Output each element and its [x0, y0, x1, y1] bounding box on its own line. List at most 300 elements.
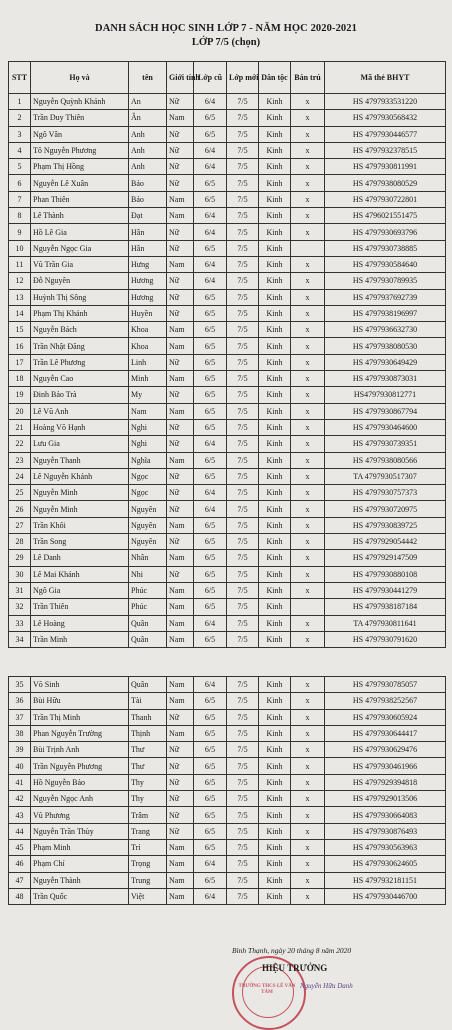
cell-stt: 44	[9, 823, 31, 839]
document-title: DANH SÁCH HỌC SINH LỚP 7 - NĂM HỌC 2020-2021	[95, 23, 357, 34]
cell-ban-tru: x	[291, 289, 325, 305]
cell-ma-the-bhyt: HS 4797933531220	[325, 94, 446, 110]
cell-ma-the-bhyt: HS 4797930629476	[325, 742, 446, 758]
cell-lop-moi: 7/5	[227, 566, 259, 582]
cell-ban-tru: x	[291, 338, 325, 354]
header-stt: STT	[9, 62, 31, 94]
cell-ma-the-bhyt: HS 4797930722801	[325, 191, 446, 207]
cell-dan-toc: Kinh	[259, 615, 291, 631]
cell-lop-moi: 7/5	[227, 94, 259, 110]
cell-gioi-tinh: Nữ	[167, 758, 194, 774]
cell-gioi-tinh: Nữ	[167, 807, 194, 823]
cell-lop-moi: 7/5	[227, 175, 259, 191]
cell-ho-va: Trần Nhật Đăng	[31, 338, 129, 354]
cell-lop-moi: 7/5	[227, 273, 259, 289]
cell-gioi-tinh: Nam	[167, 615, 194, 631]
cell-gioi-tinh: Nữ	[167, 305, 194, 321]
cell-lop-moi: 7/5	[227, 403, 259, 419]
table-row	[9, 240, 446, 256]
student-table	[8, 61, 446, 648]
cell-dan-toc: Kinh	[259, 501, 291, 517]
cell-gioi-tinh: Nữ	[167, 142, 194, 158]
table-row	[9, 191, 446, 207]
cell-lop-cu: 6/5	[194, 110, 227, 126]
cell-lop-cu: 6/4	[194, 142, 227, 158]
table-row	[9, 224, 446, 240]
cell-dan-toc: Kinh	[259, 142, 291, 158]
cell-ten: Hân	[129, 240, 167, 256]
cell-ten: Việt	[129, 888, 167, 904]
cell-ten: Bảo	[129, 191, 167, 207]
cell-dan-toc: Kinh	[259, 224, 291, 240]
cell-lop-cu: 6/5	[194, 566, 227, 582]
cell-dan-toc: Kinh	[259, 240, 291, 256]
signer-name: Nguyễn Hữu Danh	[300, 982, 353, 990]
cell-ma-the-bhyt: HS 4797930664083	[325, 807, 446, 823]
cell-stt: 40	[9, 758, 31, 774]
cell-ban-tru: x	[291, 888, 325, 904]
cell-stt: 37	[9, 709, 31, 725]
cell-lop-cu: 6/4	[194, 256, 227, 272]
cell-dan-toc: Kinh	[259, 872, 291, 888]
cell-ma-the-bhyt: HS 4797930839725	[325, 517, 446, 533]
cell-gioi-tinh: Nữ	[167, 742, 194, 758]
cell-ban-tru: x	[291, 566, 325, 582]
cell-ten: Ân	[129, 110, 167, 126]
cell-lop-moi: 7/5	[227, 305, 259, 321]
cell-dan-toc: Kinh	[259, 582, 291, 598]
table-row	[9, 566, 446, 582]
cell-ho-va: Huỳnh Thị Sông	[31, 289, 129, 305]
cell-dan-toc: Kinh	[259, 305, 291, 321]
cell-lop-moi: 7/5	[227, 774, 259, 790]
cell-ban-tru: x	[291, 856, 325, 872]
cell-stt: 19	[9, 387, 31, 403]
cell-stt: 20	[9, 403, 31, 419]
cell-stt: 31	[9, 582, 31, 598]
cell-ho-va: Nguyễn Minh	[31, 501, 129, 517]
cell-stt: 43	[9, 807, 31, 823]
cell-lop-moi: 7/5	[227, 872, 259, 888]
cell-lop-cu: 6/5	[194, 175, 227, 191]
cell-ban-tru: x	[291, 208, 325, 224]
cell-ban-tru: x	[291, 452, 325, 468]
cell-lop-cu: 6/4	[194, 501, 227, 517]
header-ten: tên	[129, 62, 167, 94]
cell-ma-the-bhyt: HS 4797930568432	[325, 110, 446, 126]
cell-gioi-tinh: Nữ	[167, 159, 194, 175]
cell-ten: Trí	[129, 839, 167, 855]
cell-lop-moi: 7/5	[227, 126, 259, 142]
header-lop-moi: Lớp mới	[227, 62, 259, 94]
cell-stt: 34	[9, 631, 31, 647]
cell-stt: 32	[9, 599, 31, 615]
cell-lop-cu: 6/5	[194, 807, 227, 823]
cell-ma-the-bhyt: HS 4797938080529	[325, 175, 446, 191]
cell-ma-the-bhyt: HS 4797930873031	[325, 371, 446, 387]
cell-stt: 48	[9, 888, 31, 904]
cell-ho-va: Nguyễn Ngọc Gia	[31, 240, 129, 256]
cell-lop-moi: 7/5	[227, 485, 259, 501]
cell-ho-va: Hồ Lê Gia	[31, 224, 129, 240]
table-row	[9, 599, 446, 615]
cell-ten: Quân	[129, 677, 167, 693]
table-row	[9, 436, 446, 452]
table-row	[9, 807, 446, 823]
cell-dan-toc: Kinh	[259, 436, 291, 452]
table-row	[9, 823, 446, 839]
cell-gioi-tinh: Nam	[167, 517, 194, 533]
cell-ban-tru: x	[291, 159, 325, 175]
cell-ban-tru: x	[291, 403, 325, 419]
cell-stt: 47	[9, 872, 31, 888]
table-row	[9, 582, 446, 598]
cell-ho-va: Trần Nguyễn Phương	[31, 758, 129, 774]
cell-ho-va: Lê Mai Khánh	[31, 566, 129, 582]
cell-gioi-tinh: Nam	[167, 550, 194, 566]
cell-ten: Trang	[129, 823, 167, 839]
cell-stt: 33	[9, 615, 31, 631]
cell-dan-toc: Kinh	[259, 256, 291, 272]
cell-ho-va: Nguyễn Minh	[31, 485, 129, 501]
cell-gioi-tinh: Nam	[167, 110, 194, 126]
cell-gioi-tinh: Nam	[167, 191, 194, 207]
cell-ten: Hương	[129, 273, 167, 289]
cell-lop-moi: 7/5	[227, 452, 259, 468]
cell-ma-the-bhyt: HS 4797938080530	[325, 338, 446, 354]
cell-ho-va: Hồ Nguyễn Bảo	[31, 774, 129, 790]
cell-dan-toc: Kinh	[259, 468, 291, 484]
cell-stt: 7	[9, 191, 31, 207]
cell-lop-cu: 6/5	[194, 599, 227, 615]
cell-ho-va: Hoàng Võ Hạnh	[31, 419, 129, 435]
cell-ban-tru: x	[291, 791, 325, 807]
cell-ho-va: Nguyễn Lê Xuân	[31, 175, 129, 191]
cell-stt: 5	[9, 159, 31, 175]
table-row	[9, 256, 446, 272]
cell-ho-va: Phạm Thị Hồng	[31, 159, 129, 175]
cell-ban-tru: x	[291, 550, 325, 566]
cell-ten: Hưng	[129, 256, 167, 272]
cell-gioi-tinh: Nam	[167, 631, 194, 647]
cell-gioi-tinh: Nam	[167, 338, 194, 354]
table-row	[9, 289, 446, 305]
cell-lop-cu: 6/5	[194, 338, 227, 354]
cell-stt: 14	[9, 305, 31, 321]
cell-stt: 10	[9, 240, 31, 256]
cell-stt: 3	[9, 126, 31, 142]
header-ho-va: Họ và	[31, 62, 129, 94]
cell-stt: 29	[9, 550, 31, 566]
cell-lop-cu: 6/4	[194, 436, 227, 452]
cell-stt: 8	[9, 208, 31, 224]
cell-lop-cu: 6/5	[194, 774, 227, 790]
cell-ma-the-bhyt: HS 4797930446700	[325, 888, 446, 904]
cell-ten: Nghĩa	[129, 452, 167, 468]
cell-ho-va: Trần Duy Thiên	[31, 110, 129, 126]
cell-dan-toc: Kinh	[259, 419, 291, 435]
cell-lop-moi: 7/5	[227, 758, 259, 774]
cell-gioi-tinh: Nữ	[167, 823, 194, 839]
cell-ma-the-bhyt: HS 4797930867794	[325, 403, 446, 419]
cell-ban-tru: x	[291, 501, 325, 517]
cell-ten: Khoa	[129, 338, 167, 354]
table-row	[9, 94, 446, 110]
table-row	[9, 631, 446, 647]
cell-lop-cu: 6/5	[194, 517, 227, 533]
cell-lop-cu: 6/5	[194, 742, 227, 758]
cell-lop-moi: 7/5	[227, 142, 259, 158]
cell-ho-va: Đỗ Nguyên	[31, 273, 129, 289]
cell-ten: My	[129, 387, 167, 403]
cell-lop-cu: 6/5	[194, 403, 227, 419]
cell-lop-moi: 7/5	[227, 615, 259, 631]
cell-ho-va: Nguyễn Trần Thùy	[31, 823, 129, 839]
cell-ten: Linh	[129, 354, 167, 370]
table-row	[9, 354, 446, 370]
cell-ten: Phúc	[129, 599, 167, 615]
cell-dan-toc: Kinh	[259, 888, 291, 904]
cell-gioi-tinh: Nữ	[167, 419, 194, 435]
cell-lop-moi: 7/5	[227, 419, 259, 435]
cell-dan-toc: Kinh	[259, 273, 291, 289]
header-ban-tru: Bán trú	[291, 62, 325, 94]
cell-ten: Tài	[129, 693, 167, 709]
cell-ma-the-bhyt: HS 4797932378515	[325, 142, 446, 158]
cell-dan-toc: Kinh	[259, 159, 291, 175]
student-table-body	[9, 94, 446, 648]
cell-dan-toc: Kinh	[259, 550, 291, 566]
cell-stt: 12	[9, 273, 31, 289]
cell-lop-cu: 6/4	[194, 273, 227, 289]
cell-ho-va: Lê Danh	[31, 550, 129, 566]
cell-ho-va: Phan Thiên	[31, 191, 129, 207]
cell-dan-toc: Kinh	[259, 631, 291, 647]
cell-stt: 45	[9, 839, 31, 855]
cell-lop-cu: 6/5	[194, 452, 227, 468]
table-row	[9, 485, 446, 501]
table-row	[9, 110, 446, 126]
table-row	[9, 371, 446, 387]
cell-lop-moi: 7/5	[227, 289, 259, 305]
cell-lop-moi: 7/5	[227, 191, 259, 207]
cell-ban-tru: x	[291, 191, 325, 207]
cell-gioi-tinh: Nữ	[167, 224, 194, 240]
cell-stt: 2	[9, 110, 31, 126]
cell-dan-toc: Kinh	[259, 338, 291, 354]
cell-lop-cu: 6/4	[194, 615, 227, 631]
cell-stt: 36	[9, 693, 31, 709]
cell-gioi-tinh: Nam	[167, 856, 194, 872]
cell-lop-moi: 7/5	[227, 550, 259, 566]
cell-gioi-tinh: Nữ	[167, 485, 194, 501]
cell-ban-tru: x	[291, 677, 325, 693]
cell-ma-the-bhyt: HS 4797937692739	[325, 289, 446, 305]
cell-dan-toc: Kinh	[259, 191, 291, 207]
cell-stt: 39	[9, 742, 31, 758]
cell-ban-tru: x	[291, 774, 325, 790]
cell-lop-moi: 7/5	[227, 839, 259, 855]
cell-lop-moi: 7/5	[227, 582, 259, 598]
cell-gioi-tinh: Nam	[167, 582, 194, 598]
cell-ma-the-bhyt: HS 4797930880108	[325, 566, 446, 582]
cell-dan-toc: Kinh	[259, 403, 291, 419]
table-row	[9, 338, 446, 354]
cell-lop-cu: 6/5	[194, 468, 227, 484]
cell-stt: 26	[9, 501, 31, 517]
cell-dan-toc: Kinh	[259, 742, 291, 758]
cell-ho-va: Lê Hoàng	[31, 615, 129, 631]
cell-lop-moi: 7/5	[227, 709, 259, 725]
cell-ban-tru: x	[291, 273, 325, 289]
cell-lop-moi: 7/5	[227, 354, 259, 370]
cell-ban-tru: x	[291, 823, 325, 839]
cell-ten: Quân	[129, 615, 167, 631]
cell-ban-tru: x	[291, 725, 325, 741]
cell-ten: Quân	[129, 631, 167, 647]
cell-lop-cu: 6/5	[194, 631, 227, 647]
cell-gioi-tinh: Nam	[167, 256, 194, 272]
cell-stt: 4	[9, 142, 31, 158]
cell-gioi-tinh: Nữ	[167, 534, 194, 550]
cell-lop-moi: 7/5	[227, 436, 259, 452]
cell-lop-moi: 7/5	[227, 725, 259, 741]
cell-lop-cu: 6/5	[194, 823, 227, 839]
cell-ban-tru: x	[291, 175, 325, 191]
cell-ho-va: Nguyễn Thanh	[31, 452, 129, 468]
document-subtitle: LỚP 7/5 (chọn)	[191, 37, 261, 48]
cell-lop-cu: 6/5	[194, 289, 227, 305]
cell-lop-moi: 7/5	[227, 468, 259, 484]
cell-lop-moi: 7/5	[227, 791, 259, 807]
cell-ma-the-bhyt: HS 4797930464600	[325, 419, 446, 435]
cell-dan-toc: Kinh	[259, 677, 291, 693]
cell-lop-moi: 7/5	[227, 159, 259, 175]
cell-ten: Hương	[129, 289, 167, 305]
cell-lop-cu: 6/5	[194, 534, 227, 550]
cell-lop-cu: 6/5	[194, 371, 227, 387]
cell-gioi-tinh: Nữ	[167, 774, 194, 790]
cell-lop-moi: 7/5	[227, 631, 259, 647]
cell-ho-va: Trần Thị Minh	[31, 709, 129, 725]
cell-gioi-tinh: Nam	[167, 677, 194, 693]
cell-ten: Hân	[129, 224, 167, 240]
cell-lop-cu: 6/5	[194, 725, 227, 741]
cell-lop-cu: 6/5	[194, 839, 227, 855]
cell-ten: Ngọc	[129, 468, 167, 484]
table-row	[9, 387, 446, 403]
cell-stt: 24	[9, 468, 31, 484]
cell-ma-the-bhyt: TA 4797930517307	[325, 468, 446, 484]
cell-ho-va: Lê Vũ Anh	[31, 403, 129, 419]
cell-ban-tru: x	[291, 387, 325, 403]
student-table-continued	[8, 676, 446, 905]
header-lop-cu: Lớp cũ	[194, 62, 227, 94]
cell-lop-moi: 7/5	[227, 856, 259, 872]
header-dan-toc: Dân tộc	[259, 62, 291, 94]
table-row	[9, 468, 446, 484]
cell-gioi-tinh: Nam	[167, 872, 194, 888]
cell-dan-toc: Kinh	[259, 823, 291, 839]
cell-ten: Ngọc	[129, 485, 167, 501]
cell-ma-the-bhyt: HS 4797930563963	[325, 839, 446, 855]
cell-dan-toc: Kinh	[259, 791, 291, 807]
cell-lop-moi: 7/5	[227, 534, 259, 550]
cell-gioi-tinh: Nam	[167, 725, 194, 741]
cell-gioi-tinh: Nữ	[167, 501, 194, 517]
cell-gioi-tinh: Nam	[167, 452, 194, 468]
cell-ho-va: Lê Thành	[31, 208, 129, 224]
cell-ten: Phúc	[129, 582, 167, 598]
cell-ma-the-bhyt: HS 4797930738885	[325, 240, 446, 256]
cell-stt: 27	[9, 517, 31, 533]
cell-ho-va: Tô Nguyễn Phương	[31, 142, 129, 158]
cell-ma-the-bhyt: HS 4797930605924	[325, 709, 446, 725]
cell-lop-cu: 6/4	[194, 94, 227, 110]
cell-lop-moi: 7/5	[227, 256, 259, 272]
cell-gioi-tinh: Nam	[167, 322, 194, 338]
cell-ten: Trọng	[129, 856, 167, 872]
cell-ten: Nguyên	[129, 534, 167, 550]
cell-stt: 22	[9, 436, 31, 452]
table-row	[9, 693, 446, 709]
cell-lop-cu: 6/4	[194, 159, 227, 175]
cell-lop-cu: 6/5	[194, 240, 227, 256]
header-gioi-tinh: Giới tính	[167, 62, 194, 94]
cell-ten: Huyền	[129, 305, 167, 321]
cell-ho-va: Lê Nguyễn Khánh	[31, 468, 129, 484]
cell-gioi-tinh: Nữ	[167, 468, 194, 484]
cell-ten: Anh	[129, 142, 167, 158]
cell-lop-cu: 6/4	[194, 856, 227, 872]
table-row	[9, 175, 446, 191]
cell-ten: Trung	[129, 872, 167, 888]
cell-stt: 9	[9, 224, 31, 240]
cell-ma-the-bhyt: TA 4797930811641	[325, 615, 446, 631]
cell-ten: Nhi	[129, 566, 167, 582]
cell-ho-va: Trần Lê Phương	[31, 354, 129, 370]
cell-ho-va: Nguyễn Bách	[31, 322, 129, 338]
cell-dan-toc: Kinh	[259, 94, 291, 110]
cell-stt: 46	[9, 856, 31, 872]
table-row	[9, 774, 446, 790]
table-row	[9, 615, 446, 631]
cell-lop-cu: 6/5	[194, 791, 227, 807]
cell-ban-tru: x	[291, 758, 325, 774]
cell-ma-the-bhyt: HS 4797932181151	[325, 872, 446, 888]
cell-ma-the-bhyt: HS 4797930791620	[325, 631, 446, 647]
cell-ban-tru: x	[291, 807, 325, 823]
cell-ho-va: Trần Thiên	[31, 599, 129, 615]
cell-dan-toc: Kinh	[259, 758, 291, 774]
cell-lop-moi: 7/5	[227, 322, 259, 338]
cell-ban-tru: x	[291, 126, 325, 142]
table-row	[9, 872, 446, 888]
cell-ten: Bảo	[129, 175, 167, 191]
cell-ma-the-bhyt: HS 4797938187184	[325, 599, 446, 615]
table-row	[9, 273, 446, 289]
table-row	[9, 742, 446, 758]
cell-dan-toc: Kinh	[259, 566, 291, 582]
cell-stt: 30	[9, 566, 31, 582]
cell-stt: 11	[9, 256, 31, 272]
cell-lop-moi: 7/5	[227, 224, 259, 240]
cell-lop-cu: 6/4	[194, 677, 227, 693]
cell-ho-va: Nguyễn Quỳnh Khánh	[31, 94, 129, 110]
cell-gioi-tinh: Nam	[167, 371, 194, 387]
cell-lop-moi: 7/5	[227, 371, 259, 387]
cell-dan-toc: Kinh	[259, 856, 291, 872]
